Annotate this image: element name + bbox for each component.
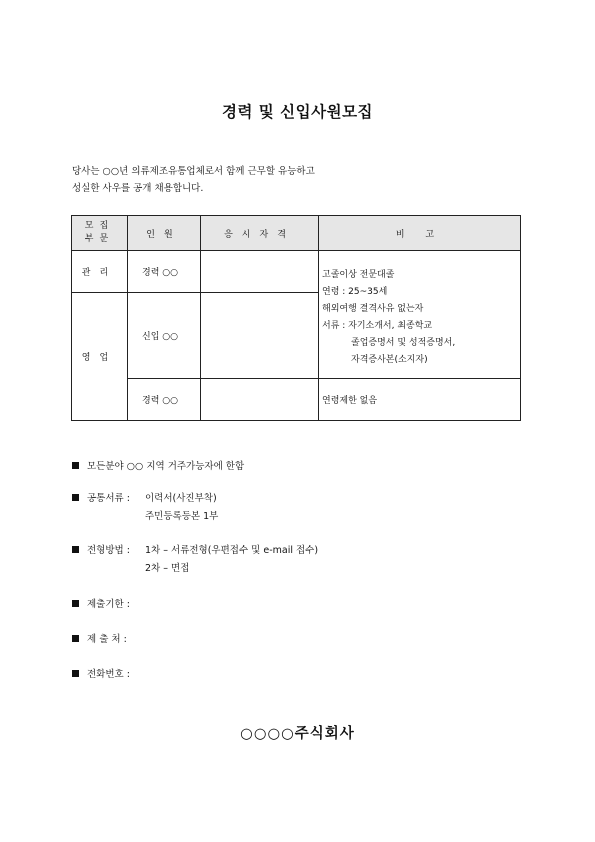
remarks-line: 서류 : 자기소개서, 최종학교 xyxy=(322,321,433,331)
header-qualification: 응시자격 xyxy=(201,216,319,251)
table-row xyxy=(72,251,521,293)
company-name: ○○○○주식회사 xyxy=(240,726,355,742)
headcount-cell: 신입 ○○ xyxy=(128,293,201,379)
remarks-cell: 연령제한 없음 xyxy=(319,379,521,421)
remarks-line: 연령 : 25~35세 xyxy=(322,287,388,297)
remarks-line: 졸업증명서 및 성적증명서, xyxy=(351,338,456,348)
item-label: 전화번호 : xyxy=(87,669,130,680)
item-value: 이력서(사진부착) xyxy=(145,493,217,504)
item-label: 모든분야 ○○ 지역 거주가능자에 한함 xyxy=(87,461,245,472)
remarks-line: 해외여행 결격사유 없는자 xyxy=(322,304,424,314)
item-label: 공통서류 : xyxy=(87,493,130,504)
header-headcount: 인원 xyxy=(128,216,201,251)
qualification-cell xyxy=(201,293,319,379)
list-item xyxy=(72,596,130,614)
table-row xyxy=(72,379,521,421)
list-item xyxy=(72,542,319,574)
square-bullet-icon xyxy=(72,494,79,501)
list-item xyxy=(72,490,219,522)
list-item xyxy=(72,666,130,684)
item-label: 전형방법 : xyxy=(87,545,130,556)
recruitment-table xyxy=(71,215,521,421)
headcount-cell: 경력 ○○ xyxy=(128,379,201,421)
item-values xyxy=(145,490,218,526)
header-category-line2: 부문 xyxy=(84,234,115,244)
intro-paragraph xyxy=(72,163,315,197)
remarks-cell xyxy=(319,251,521,379)
qualification-cell xyxy=(201,379,319,421)
square-bullet-icon xyxy=(72,546,79,553)
square-bullet-icon xyxy=(72,670,79,677)
header-category-line1: 모집 xyxy=(84,221,115,231)
item-value: 1차 – 서류전형(우편접수 및 e-mail 접수) xyxy=(145,545,319,556)
item-value: 주민등록등본 1부 xyxy=(145,511,219,522)
remarks-line: 고졸이상 전문대졸 xyxy=(322,270,395,280)
item-label: 제 출 처 : xyxy=(87,634,127,645)
headcount-cell: 경력 ○○ xyxy=(128,251,201,293)
header-category xyxy=(72,216,128,251)
remarks-line: 자격증사본(소지자) xyxy=(351,355,428,365)
list-item xyxy=(72,631,127,649)
list-item xyxy=(72,458,244,476)
item-value: 2차 – 면접 xyxy=(145,563,190,574)
square-bullet-icon xyxy=(72,462,79,469)
dept-cell: 관리 xyxy=(72,251,128,293)
square-bullet-icon xyxy=(72,635,79,642)
table-header-row xyxy=(72,216,521,251)
square-bullet-icon xyxy=(72,600,79,607)
dept-cell: 영업 xyxy=(72,293,128,421)
item-label: 제출기한 : xyxy=(87,599,130,610)
page-title: 경력 및 신입사원모집 xyxy=(221,103,374,121)
header-remarks: 비 고 xyxy=(319,216,521,251)
qualification-cell xyxy=(201,251,319,293)
intro-line: 당사는 ○○년 의류제조유통업체로서 함께 근무할 유능하고 xyxy=(72,166,315,177)
item-values xyxy=(145,542,318,578)
intro-line: 성실한 사우를 공개 채용합니다. xyxy=(72,183,204,194)
